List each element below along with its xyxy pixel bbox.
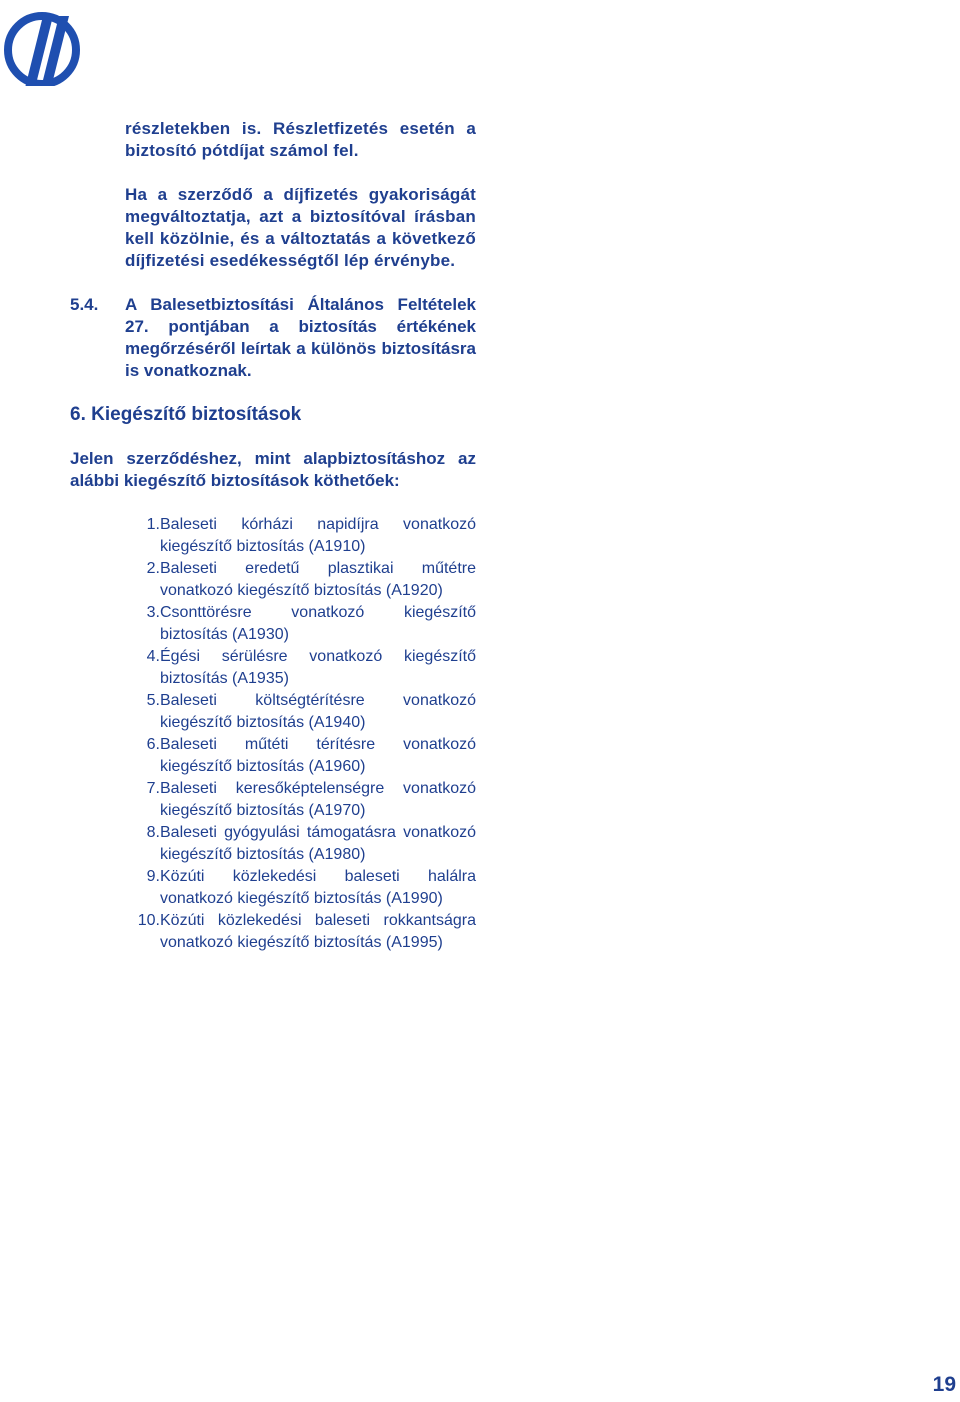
rider-list — [70, 514, 476, 954]
list-item: 10. Közúti közlekedési baleseti rokkantságra vonatkozó kiegészítő biztosítás (A1995) — [137, 912, 476, 951]
list-item: 2. Baleseti eredetű plasztikai műtétre vonatkozó kiegészítő biztosítás (A1920) — [146, 560, 476, 599]
company-logo-icon — [3, 6, 81, 94]
list-item: 8. Baleseti gyógyulási támogatásra vonatkozó kiegészítő biztosítás (A1980) — [146, 824, 476, 863]
section-6-intro: Jelen szerződéshez, mint alapbiztosításhoz az alábbi kiegészítő biztosítások köthetőek: — [70, 449, 476, 490]
section-6-heading: 6. Kiegészítő biztosítások — [70, 404, 302, 425]
list-item: 6. Baleseti műtéti térítésre vonatkozó kiegészítő biztosítás (A1960) — [146, 736, 476, 775]
list-item: 9. Közúti közlekedési baleseti halálra vonatkozó kiegészítő biztosítás (A1990) — [146, 868, 476, 907]
list-item: 4. Égési sérülésre vonatkozó kiegészítő biztosítás (A1935) — [146, 648, 476, 687]
main-text-column — [70, 118, 476, 954]
list-item: 3. Csonttörésre vonatkozó kiegészítő biztosítás (A1930) — [146, 604, 476, 643]
paragraph-frequency-change: Ha a szerződő a díjfizetés gyakoriságát megváltoztatja, azt a biztosítóval írásban kell közölnie, és a változtatás a következő díjfizetési esedékességtől lép érvénybe. — [125, 185, 476, 270]
list-item: 1. Baleseti kórházi napidíjra vonatkozó kiegészítő biztosítás (A1910) — [146, 516, 476, 555]
list-item: 5. Baleseti költségtérítésre vonatkozó kiegészítő biztosítás (A1940) — [146, 692, 476, 731]
list-item: 7. Baleseti keresőképtelenségre vonatkozó kiegészítő biztosítás (A1970) — [146, 780, 476, 819]
page-number: 19 — [932, 1373, 956, 1396]
section-5-4 — [70, 294, 476, 382]
paragraph-installment: részletekben is. Részletfizetés esetén a biztosító pótdíjat számol fel. — [125, 119, 476, 160]
section-5-4-number: 5.4. — [70, 295, 99, 314]
section-5-4-text: A Balesetbiztosítási Általános Feltételek 27. pontjában a biztosítás értékének megőrzéséről leírtak a különös biztosításra is vonatkoznak. — [125, 295, 476, 380]
